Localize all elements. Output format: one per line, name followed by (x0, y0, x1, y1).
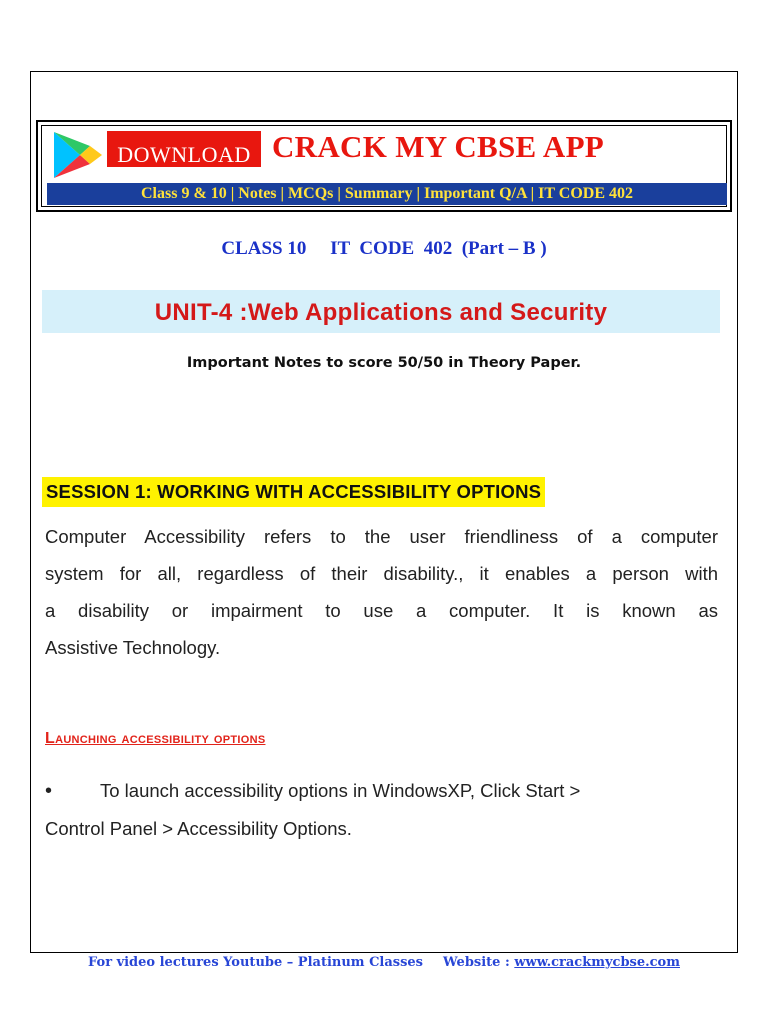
paragraph-line: system for all, regardless of their disability., it enables a person with (45, 563, 718, 584)
app-banner[interactable] (36, 120, 732, 212)
paragraph-line: Assistive Technology. (45, 637, 221, 658)
session-heading: SESSION 1: WORKING WITH ACCESSIBILITY OPTIONS (42, 477, 545, 507)
bullet-text-2: Control Panel > Accessibility Options. (45, 818, 352, 839)
footer-website-link[interactable]: www.crackmycbse.com (514, 955, 680, 970)
footer (0, 955, 768, 970)
important-note: Important Notes to score 50/50 in Theory Paper. (186, 355, 582, 371)
paragraph-line: a disability or impairment to use a computer. It is known as (45, 600, 718, 621)
banner-strip: Class 9 & 10 | Notes | MCQs | Summary | Important Q/A | IT CODE 402 (47, 183, 727, 205)
download-badge[interactable]: DOWNLOAD (107, 131, 261, 167)
class-heading: CLASS 10 IT CODE 402 (Part – B ) (221, 238, 547, 259)
banner-inner-border (41, 125, 727, 207)
unit-title-box (42, 290, 720, 333)
bullet-dot-icon: • (45, 780, 53, 802)
google-play-icon (50, 130, 104, 180)
unit-title: UNIT-4 :Web Applications and Security (154, 299, 608, 326)
bullet-item (45, 772, 718, 847)
app-title: CRACK MY CBSE APP (272, 129, 605, 164)
paragraph-line: Computer Accessibility refers to the user friendliness of a computer (45, 526, 718, 547)
accessibility-paragraph (45, 518, 718, 666)
footer-video-text: For video lectures Youtube – Platinum Classes (88, 955, 424, 970)
footer-website-label: Website : (443, 955, 515, 970)
bullet-line-1 (45, 772, 718, 810)
sub-heading: Launching accessibility options (45, 730, 266, 747)
bullet-text-1: To launch accessibility options in WindowsXP, Click Start > (100, 780, 581, 801)
